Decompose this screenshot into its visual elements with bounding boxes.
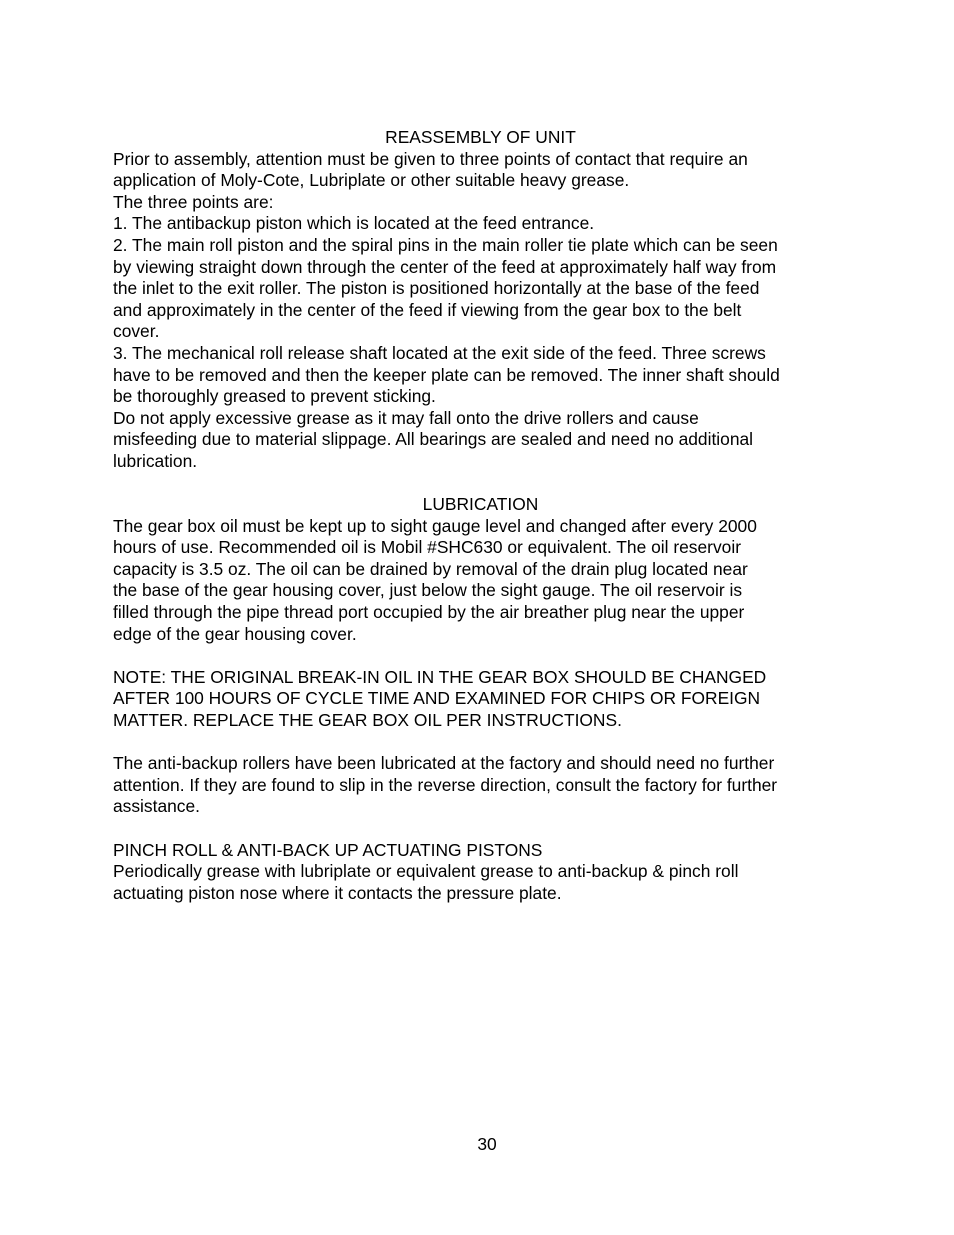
anti-backup-rollers-paragraph xyxy=(113,753,848,818)
text-line: capacity is 3.5 oz. The oil can be drained by removal of the drain plug located near xyxy=(113,558,748,579)
text-line: attention. If they are found to slip in the reverse direction, consult the factory for further xyxy=(113,774,778,795)
lubrication-heading: LUBRICATION xyxy=(422,494,539,515)
break-in-oil-note xyxy=(113,667,848,732)
paragraph-spacer xyxy=(113,732,848,754)
text-line: edge of the gear housing cover. xyxy=(113,623,357,644)
pinch-roll-body xyxy=(113,861,848,904)
text-line: AFTER 100 HOURS OF CYCLE TIME AND EXAMINED FOR CHIPS OR FOREIGN xyxy=(113,688,761,709)
text-line: application of Moly-Cote, Lubriplate or other suitable heavy grease. xyxy=(113,170,630,191)
text-line: have to be removed and then the keeper plate can be removed. The inner shaft should xyxy=(113,364,780,385)
text-line: 2. The main roll piston and the spiral pins in the main roller tie plate which can be seen xyxy=(113,234,778,255)
paragraph-spacer xyxy=(113,473,848,495)
text-line: be thoroughly greased to prevent sticking. xyxy=(113,386,436,407)
contact-point-1 xyxy=(113,213,848,235)
text-line: The gear box oil must be kept up to sight gauge level and changed after every 2000 xyxy=(113,515,757,536)
text-line: The three points are: xyxy=(113,191,274,212)
text-line: by viewing straight down through the center of the feed at approximately half way from xyxy=(113,256,777,277)
text-line: Do not apply excessive grease as it may fall onto the drive rollers and cause xyxy=(113,407,699,428)
text-line: and approximately in the center of the feed if viewing from the gear box to the belt xyxy=(113,299,742,320)
text-line: 1. The antibackup piston which is located at the feed entrance. xyxy=(113,213,595,234)
text-line: MATTER. REPLACE THE GEAR BOX OIL PER INSTRUCTIONS. xyxy=(113,710,622,731)
text-line: actuating piston nose where it contacts the pressure plate. xyxy=(113,882,562,903)
paragraph-spacer xyxy=(113,645,848,667)
page-content xyxy=(113,127,848,904)
contact-point-3 xyxy=(113,343,848,408)
text-line: lubrication. xyxy=(113,450,198,471)
text-line: hours of use. Recommended oil is Mobil #SHC630 or equivalent. The oil reservoir xyxy=(113,537,741,558)
grease-caution xyxy=(113,408,848,473)
text-line: misfeeding due to material slippage. All bearings are sealed and need no additional xyxy=(113,429,754,450)
pinch-roll-heading: PINCH ROLL & ANTI-BACK UP ACTUATING PISTONS xyxy=(113,839,543,860)
text-line: the inlet to the exit roller. The piston is positioned horizontally at the base of the feed xyxy=(113,278,760,299)
lubrication-body xyxy=(113,516,848,646)
page-number: 30 xyxy=(477,1134,497,1154)
text-line: Prior to assembly, attention must be given to three points of contact that require an xyxy=(113,148,748,169)
text-line: filled through the pipe thread port occupied by the air breather plug near the upper xyxy=(113,602,745,623)
text-line: cover. xyxy=(113,321,160,342)
text-line: 3. The mechanical roll release shaft located at the exit side of the feed. Three screws xyxy=(113,342,766,363)
paragraph-spacer xyxy=(113,818,848,840)
contact-point-2 xyxy=(113,235,848,343)
text-line: NOTE: THE ORIGINAL BREAK-IN OIL IN THE GEAR BOX SHOULD BE CHANGED xyxy=(113,666,767,687)
reassembly-intro xyxy=(113,149,848,214)
text-line: assistance. xyxy=(113,796,200,817)
text-line: Periodically grease with lubriplate or equivalent grease to anti-backup & pinch roll xyxy=(113,861,739,882)
reassembly-heading: REASSEMBLY OF UNIT xyxy=(385,127,576,147)
text-line: The anti-backup rollers have been lubricated at the factory and should need no further xyxy=(113,753,775,774)
text-line: the base of the gear housing cover, just below the sight gauge. The oil reservoir is xyxy=(113,580,743,601)
